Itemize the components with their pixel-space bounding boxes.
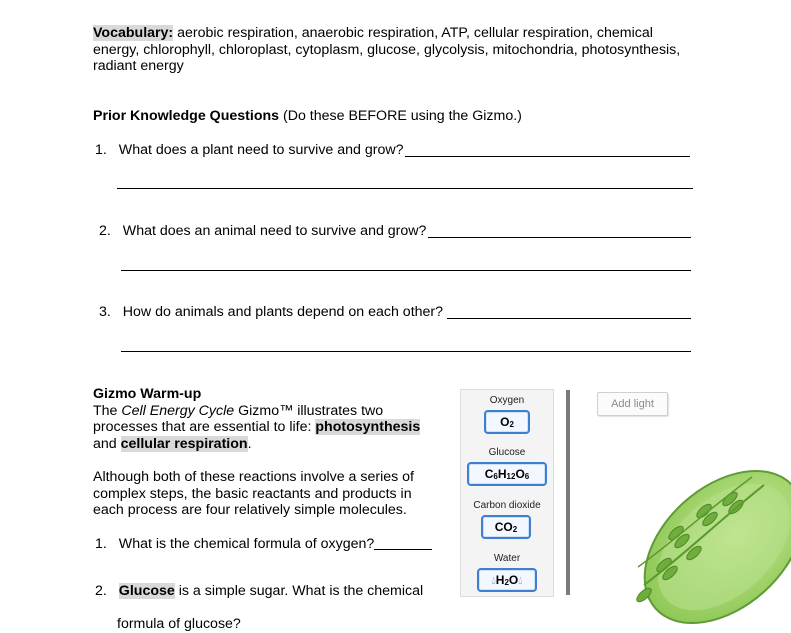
prior-knowledge-heading [93, 108, 522, 125]
question-number: 2. [95, 583, 107, 599]
warmup-intro-line-1: The Cell Energy Cycle Gizmo™ illustrates two [93, 402, 384, 419]
question-number: 3. [99, 304, 111, 320]
question-text: How do animals and plants depend on each other? [122, 304, 444, 320]
molecule-label: Water [493, 553, 521, 564]
warmup-question-1 [95, 536, 374, 553]
gizmo-title: Cell Energy Cycle [121, 402, 235, 419]
glucose-molecule-chip[interactable]: $C_6H_{12}O_6$ [467, 462, 547, 486]
vocabulary-line-2: energy, chlorophyll, chloroplast, cytoplasm, glucose, glycolysis, mitochondria, photosynthesis, [93, 41, 681, 58]
term-photosynthesis: photosynthesis [315, 419, 421, 435]
molecule-label: Oxygen [489, 395, 525, 406]
water-molecule-chip[interactable]: $💧︎H_2O💧︎$ [477, 568, 537, 592]
warmup-question-2 [95, 583, 423, 600]
question-number: 1. [95, 536, 107, 552]
water-drop-icon: 💧︎ [491, 575, 496, 587]
prior-question-3 [99, 304, 443, 321]
prior-heading-text: Prior Knowledge Questions [93, 108, 280, 124]
vocabulary-line-1: aerobic respiration, anaerobic respiration, ATP, cellular respiration, chemical [173, 25, 653, 41]
paragraph-line: each process are four relatively simple molecules. [93, 502, 407, 518]
molecule-label: Carbon dioxide [473, 500, 541, 511]
paragraph-line: complex steps, the basic reactants and products in [93, 485, 412, 502]
warmup-intro-line-2: processes that are essential to life: photosynthesis [93, 419, 421, 435]
term-cellular-respiration: cellular respiration [120, 435, 248, 452]
water-drop-icon: 💧︎ [518, 575, 523, 587]
question-text: What does a plant need to survive and grow? [118, 142, 404, 158]
vocabulary-block [93, 25, 733, 75]
warmup-paragraph-2 [93, 469, 453, 519]
question-text: What is the chemical formula of oxygen? [118, 536, 375, 552]
warmup-block [93, 386, 453, 452]
warmup-question-2-line-2: formula of glucose? [117, 616, 241, 632]
vocabulary-label: Vocabulary: [93, 25, 174, 41]
oxygen-molecule-chip[interactable]: $O_2$ [484, 410, 530, 434]
answer-line[interactable] [447, 318, 691, 319]
answer-line[interactable] [428, 237, 691, 238]
prior-question-2 [99, 223, 426, 240]
warmup-heading: Gizmo Warm-up [93, 386, 202, 402]
vocabulary-line-3: radiant energy [93, 58, 184, 74]
panel-divider [566, 390, 570, 595]
answer-line[interactable] [117, 188, 693, 189]
answer-line[interactable] [121, 351, 691, 352]
prior-heading-note: (Do these BEFORE using the Gizmo.) [279, 108, 522, 124]
answer-line[interactable] [121, 270, 691, 271]
molecule-panel [460, 389, 554, 597]
question-number: 1. [95, 142, 107, 158]
answer-line[interactable] [405, 156, 690, 157]
question-text: What does an animal need to survive and grow? [122, 223, 427, 239]
add-light-button[interactable]: Add light [597, 392, 668, 416]
molecule-label: Glucose [488, 447, 526, 458]
warmup-intro-line-3: and cellular respiration. [93, 435, 252, 452]
question-text: is a simple sugar. What is the chemical [174, 583, 424, 599]
answer-line[interactable] [374, 549, 432, 550]
prior-question-1 [95, 142, 404, 159]
chloroplast-illustration [624, 455, 791, 630]
term-glucose: Glucose [118, 583, 175, 599]
carbon-dioxide-molecule-chip[interactable]: $CO_2$ [481, 515, 531, 539]
question-number: 2. [99, 223, 111, 239]
paragraph-line: Although both of these reactions involve a series of [93, 469, 414, 485]
